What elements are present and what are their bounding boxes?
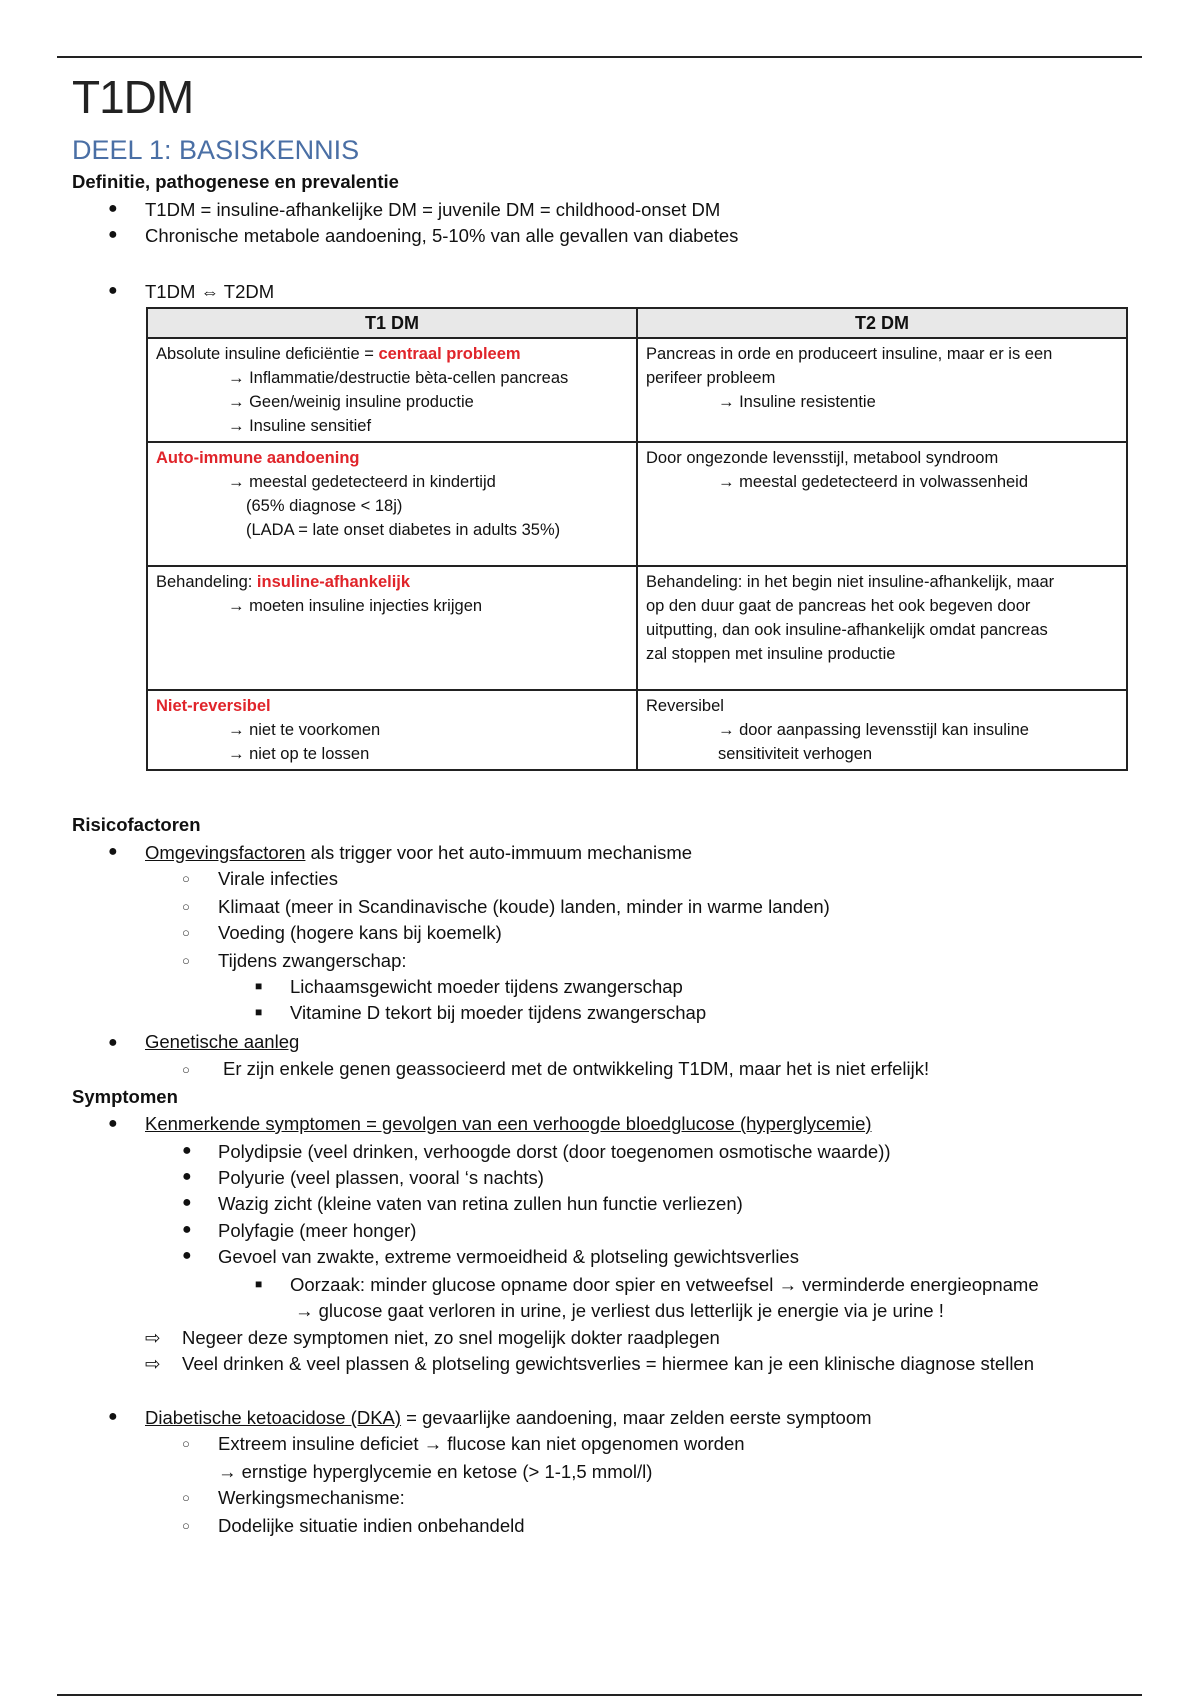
circle-bullet-icon: ○ [182,953,190,968]
table-cell [147,566,637,690]
cell-text: Door ongezonde levensstijl, metabool syndroom [646,449,999,467]
arrow-bullet-icon: ⇨ [145,1327,161,1348]
circle-bullet-icon: ○ [182,1518,190,1533]
risk-sub-2: Klimaat (meer in Scandinavische (koude) landen, minder in warme landen) [218,896,830,917]
risk-subsub-2: Vitamine D tekort bij moeder tijdens zwangerschap [290,1002,707,1023]
cell-text: perifeer probleem [646,369,776,387]
cell-highlight: Auto-immune aandoening [156,449,360,467]
cell-text: → meestal gedetecteerd in volwassenheid [718,473,1029,491]
cell-text: → niet op te lossen [228,745,370,763]
dka-sub-1b: → ernstige hyperglycemie en ketose (> 1-1,5 mmol/l) [218,1461,653,1482]
cell-text: Pancreas in orde en produceert insuline, maar er is een [646,345,1053,363]
underlined-term: Diabetische ketoacidose (DKA) [145,1407,402,1428]
bullet-icon: ● [108,1115,118,1132]
sym-note-1: Negeer deze symptomen niet, zo snel mogelijk dokter raadplegen [182,1327,720,1348]
bullet-icon: ● [182,1194,192,1211]
cell-text: (LADA = late onset diabetes in adults 35%) [246,521,561,539]
table-header-t2: T2 DM [637,308,1127,338]
circle-bullet-icon: ○ [182,1436,190,1451]
cell-highlight: centraal probleem [378,345,521,363]
table-cell [147,442,637,566]
risk-sub-5: Er zijn enkele genen geassocieerd met de ontwikkeling T1DM, maar het is niet erfelijk! [223,1058,930,1079]
sym-item-3: Wazig zicht (kleine vaten van retina zullen hun functie verliezen) [218,1193,743,1214]
def-bullet-1: T1DM = insuline-afhankelijke DM = juvenile DM = childhood-onset DM [145,199,721,220]
risk-sub-3: Voeding (hogere kans bij koemelk) [218,922,502,943]
sym-item-1: Polydipsie (veel drinken, verhoogde dorst (door toegenomen osmotische waarde)) [218,1141,891,1162]
risk-sub-4: Tijdens zwangerschap: [218,950,407,971]
cell-text: (65% diagnose < 18j) [246,497,403,515]
cell-highlight: insuline-afhankelijk [256,573,411,591]
arrow-bullet-icon: ⇨ [145,1353,161,1374]
sym-bullet-2 [145,1406,872,1430]
cell-text: → Insuline sensitief [228,417,372,435]
risk-bullet-2: Genetische aanleg [145,1031,300,1052]
circle-bullet-icon: ○ [182,899,190,914]
risk-sub-1: Virale infecties [218,868,338,889]
cell-text: Reversibel [646,697,724,715]
cell-text: → moeten insuline injecties krijgen [228,597,483,615]
cell-text: → meestal gedetecteerd in kindertijd [228,473,496,491]
table-cell [637,442,1127,566]
underlined-term: Omgevingsfactoren [145,842,306,863]
square-bullet-icon: ■ [255,1277,263,1291]
bullet-icon: ● [108,1408,118,1425]
cell-text: → Insuline resistentie [718,393,876,411]
cell-text: → Inflammatie/destructie bèta-cellen pancreas [228,369,569,387]
risk-heading: Risicofactoren [72,814,201,835]
section-heading: DEEL 1: BASISKENNIS [72,135,360,165]
comparison-table [146,307,1128,771]
table-cell [637,690,1127,770]
table-cell [637,566,1127,690]
cell-text: op den duur gaat de pancreas het ook begeven door [646,597,1031,615]
bullet-icon: ● [182,1247,192,1264]
circle-bullet-icon: ○ [182,925,190,940]
cell-text: Absolute insuline deficiëntie = [156,345,379,363]
risk-bullet-1 [145,841,692,865]
circle-bullet-icon: ○ [182,871,190,886]
table-row [147,442,1127,566]
text: als trigger voor het auto-immuum mechanisme [305,842,693,863]
cell-highlight: Niet-reversibel [156,697,271,715]
table-row [147,338,1127,442]
sym-note-2: Veel drinken & veel plassen & plotseling gewichtsverlies = hiermee kan je een klinische diagnose stellen [182,1353,1035,1374]
def-bullet-2: Chronische metabole aandoening, 5-10% van alle gevallen van diabetes [145,225,739,246]
bullet-icon: ● [108,282,118,299]
circle-bullet-icon: ○ [182,1490,190,1505]
sym-cause-1: Oorzaak: minder glucose opname door spier en vetweefsel → verminderde energieopname [290,1274,1039,1295]
cell-text: → niet te voorkomen [228,721,381,739]
cell-text: sensitiviteit verhogen [718,745,873,763]
cell-text: zal stoppen met insuline productie [646,645,896,663]
cell-text: → door aanpassing levensstijl kan insuline [718,721,1029,739]
sym-cause-2: → glucose gaat verloren in urine, je verliest dus letterlijk je energie via je urine ! [295,1300,944,1321]
bullet-icon: ● [108,1034,118,1051]
bullet-icon: ● [108,226,118,243]
table-row [147,690,1127,770]
table-row [147,566,1127,690]
sym-item-4: Polyfagie (meer honger) [218,1220,417,1241]
bullet-icon: ● [108,200,118,217]
table-cell [147,338,637,442]
cell-text: Behandeling: in het begin niet insuline-afhankelijk, maar [646,573,1055,591]
table-header-row [147,308,1127,338]
sym-item-2: Polyurie (veel plassen, vooral ‘s nachts) [218,1167,544,1188]
table-header-t1: T1 DM [147,308,637,338]
text: = gevaarlijke aandoening, maar zelden eerste symptoom [401,1407,872,1428]
circle-bullet-icon: ○ [182,1062,190,1077]
top-rule [57,56,1142,58]
bullet-icon: ● [108,843,118,860]
bullet-icon: ● [182,1142,192,1159]
bullet-icon: ● [182,1168,192,1185]
bullet-icon: ● [182,1221,192,1238]
square-bullet-icon: ■ [255,1005,263,1019]
sym-bullet-1: Kenmerkende symptomen = gevolgen van een verhoogde bloedglucose (hyperglycemie) [145,1113,872,1134]
def-bullet-3: T1DM ⇔ T2DM [145,281,275,302]
table-cell [637,338,1127,442]
dka-sub-1: Extreem insuline deficiet → flucose kan niet opgenomen worden [218,1433,745,1454]
def-heading: Definitie, pathogenese en prevalentie [72,171,399,192]
dka-sub-3: Dodelijke situatie indien onbehandeld [218,1515,525,1536]
cell-text: → Geen/weinig insuline productie [228,393,474,411]
cell-text: uitputting, dan ook insuline-afhankelijk omdat pancreas [646,621,1048,639]
cell-text: Behandeling: [156,573,257,591]
sym-item-5: Gevoel van zwakte, extreme vermoeidheid & plotseling gewichtsverlies [218,1246,799,1267]
bottom-rule [57,1694,1142,1696]
sym-heading: Symptomen [72,1086,178,1107]
page-title: T1DM [72,71,194,123]
square-bullet-icon: ■ [255,979,263,993]
table-cell [147,690,637,770]
risk-subsub-1: Lichaamsgewicht moeder tijdens zwangerschap [290,976,683,997]
dka-sub-2: Werkingsmechanisme: [218,1487,405,1508]
